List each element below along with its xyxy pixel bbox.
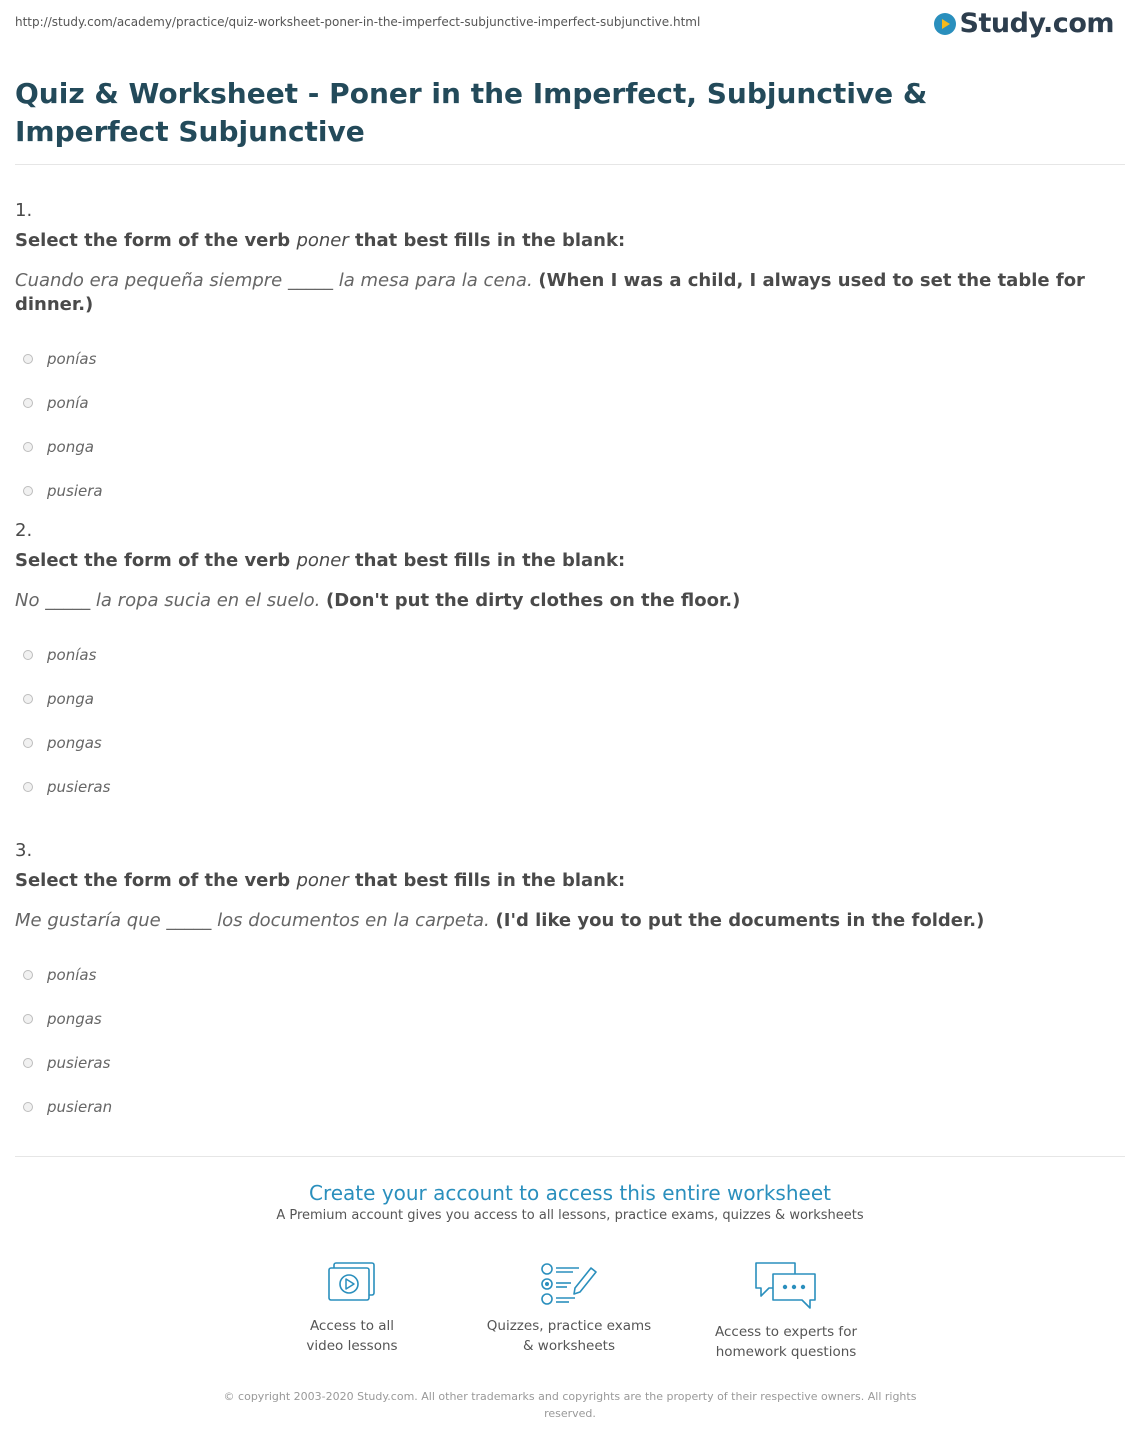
answer-options — [15, 953, 1130, 1129]
feature-label: Access to experts for homework questions — [714, 1324, 857, 1360]
cta-subtitle: A Premium account gives you access to all lessons, practice exams, quizzes & worksheets — [276, 1208, 864, 1223]
question-3 — [15, 839, 1130, 1129]
radio-button[interactable] — [23, 650, 33, 660]
answer-option[interactable]: ponga — [15, 677, 1130, 721]
cta-title[interactable]: Create your account to access this entire worksheet — [309, 1181, 831, 1205]
radio-button[interactable] — [23, 1102, 33, 1112]
radio-button[interactable] — [23, 486, 33, 496]
answer-option[interactable]: pusiera — [15, 469, 1130, 513]
quiz-checklist-icon — [539, 1260, 599, 1308]
answer-option[interactable]: ponías — [15, 337, 1130, 381]
question-number: 1. — [15, 200, 33, 221]
question-number: 2. — [15, 520, 33, 541]
question-sentence: Me gustaría que _____ los documentos en la carpeta. (I'd like you to put the documents in the folder.) — [15, 910, 985, 931]
play-logo-icon — [934, 13, 956, 35]
radio-button[interactable] — [23, 398, 33, 408]
feature-quizzes — [469, 1260, 669, 1356]
answer-option[interactable]: ponía — [15, 381, 1130, 425]
answer-option[interactable]: ponías — [15, 953, 1130, 997]
answer-option[interactable]: pusieras — [15, 1041, 1130, 1085]
question-1 — [15, 199, 1130, 513]
chat-bubbles-icon — [753, 1260, 819, 1314]
radio-button[interactable] — [23, 782, 33, 792]
question-number: 3. — [15, 840, 33, 861]
page-title: Quiz & Worksheet - Poner in the Imperfect, Subjunctive & Imperfect Subjunctive — [15, 77, 928, 148]
feature-experts — [686, 1260, 886, 1362]
question-2 — [15, 519, 1130, 809]
answer-option[interactable]: ponga — [15, 425, 1130, 469]
radio-button[interactable] — [23, 442, 33, 452]
radio-button[interactable] — [23, 970, 33, 980]
radio-button[interactable] — [23, 1058, 33, 1068]
question-prompt: Select the form of the verb poner that best fills in the blank: — [15, 230, 626, 251]
answer-option[interactable]: pusieras — [15, 765, 1130, 809]
feature-label: Quizzes, practice exams & worksheets — [486, 1318, 652, 1354]
copyright-footer: © copyright 2003-2020 Study.com. All other trademarks and copyrights are the property of their respective owners. All rights reserved. — [223, 1390, 917, 1420]
video-lesson-icon — [324, 1260, 380, 1308]
page-url: http://study.com/academy/practice/quiz-worksheet-poner-in-the-imperfect-subjunctive-imperfect-subjunctive.html — [15, 15, 701, 29]
radio-button[interactable] — [23, 694, 33, 704]
answer-options — [15, 337, 1130, 513]
answer-option[interactable]: pongas — [15, 997, 1130, 1041]
feature-video-lessons — [252, 1260, 452, 1356]
answer-option[interactable]: pongas — [15, 721, 1130, 765]
radio-button[interactable] — [23, 738, 33, 748]
feature-label: Access to all video lessons — [306, 1318, 398, 1354]
radio-button[interactable] — [23, 354, 33, 364]
study-logo[interactable] — [934, 8, 1114, 39]
question-sentence: Cuando era pequeña siempre _____ la mesa para la cena. (When I was a child, I always used to set the table for dinner.) — [15, 270, 1085, 315]
question-sentence: No _____ la ropa sucia en el suelo. (Don't put the dirty clothes on the floor.) — [15, 590, 741, 611]
title-divider — [15, 164, 1125, 165]
radio-button[interactable] — [23, 1014, 33, 1024]
answer-option[interactable]: pusieran — [15, 1085, 1130, 1129]
signup-cta — [0, 1180, 1140, 1223]
question-prompt: Select the form of the verb poner that best fills in the blank: — [15, 550, 626, 571]
answer-option[interactable]: ponías — [15, 633, 1130, 677]
logo-text: Study.com — [959, 8, 1114, 39]
question-prompt: Select the form of the verb poner that best fills in the blank: — [15, 870, 626, 891]
cta-divider — [15, 1156, 1125, 1157]
answer-options — [15, 633, 1130, 809]
